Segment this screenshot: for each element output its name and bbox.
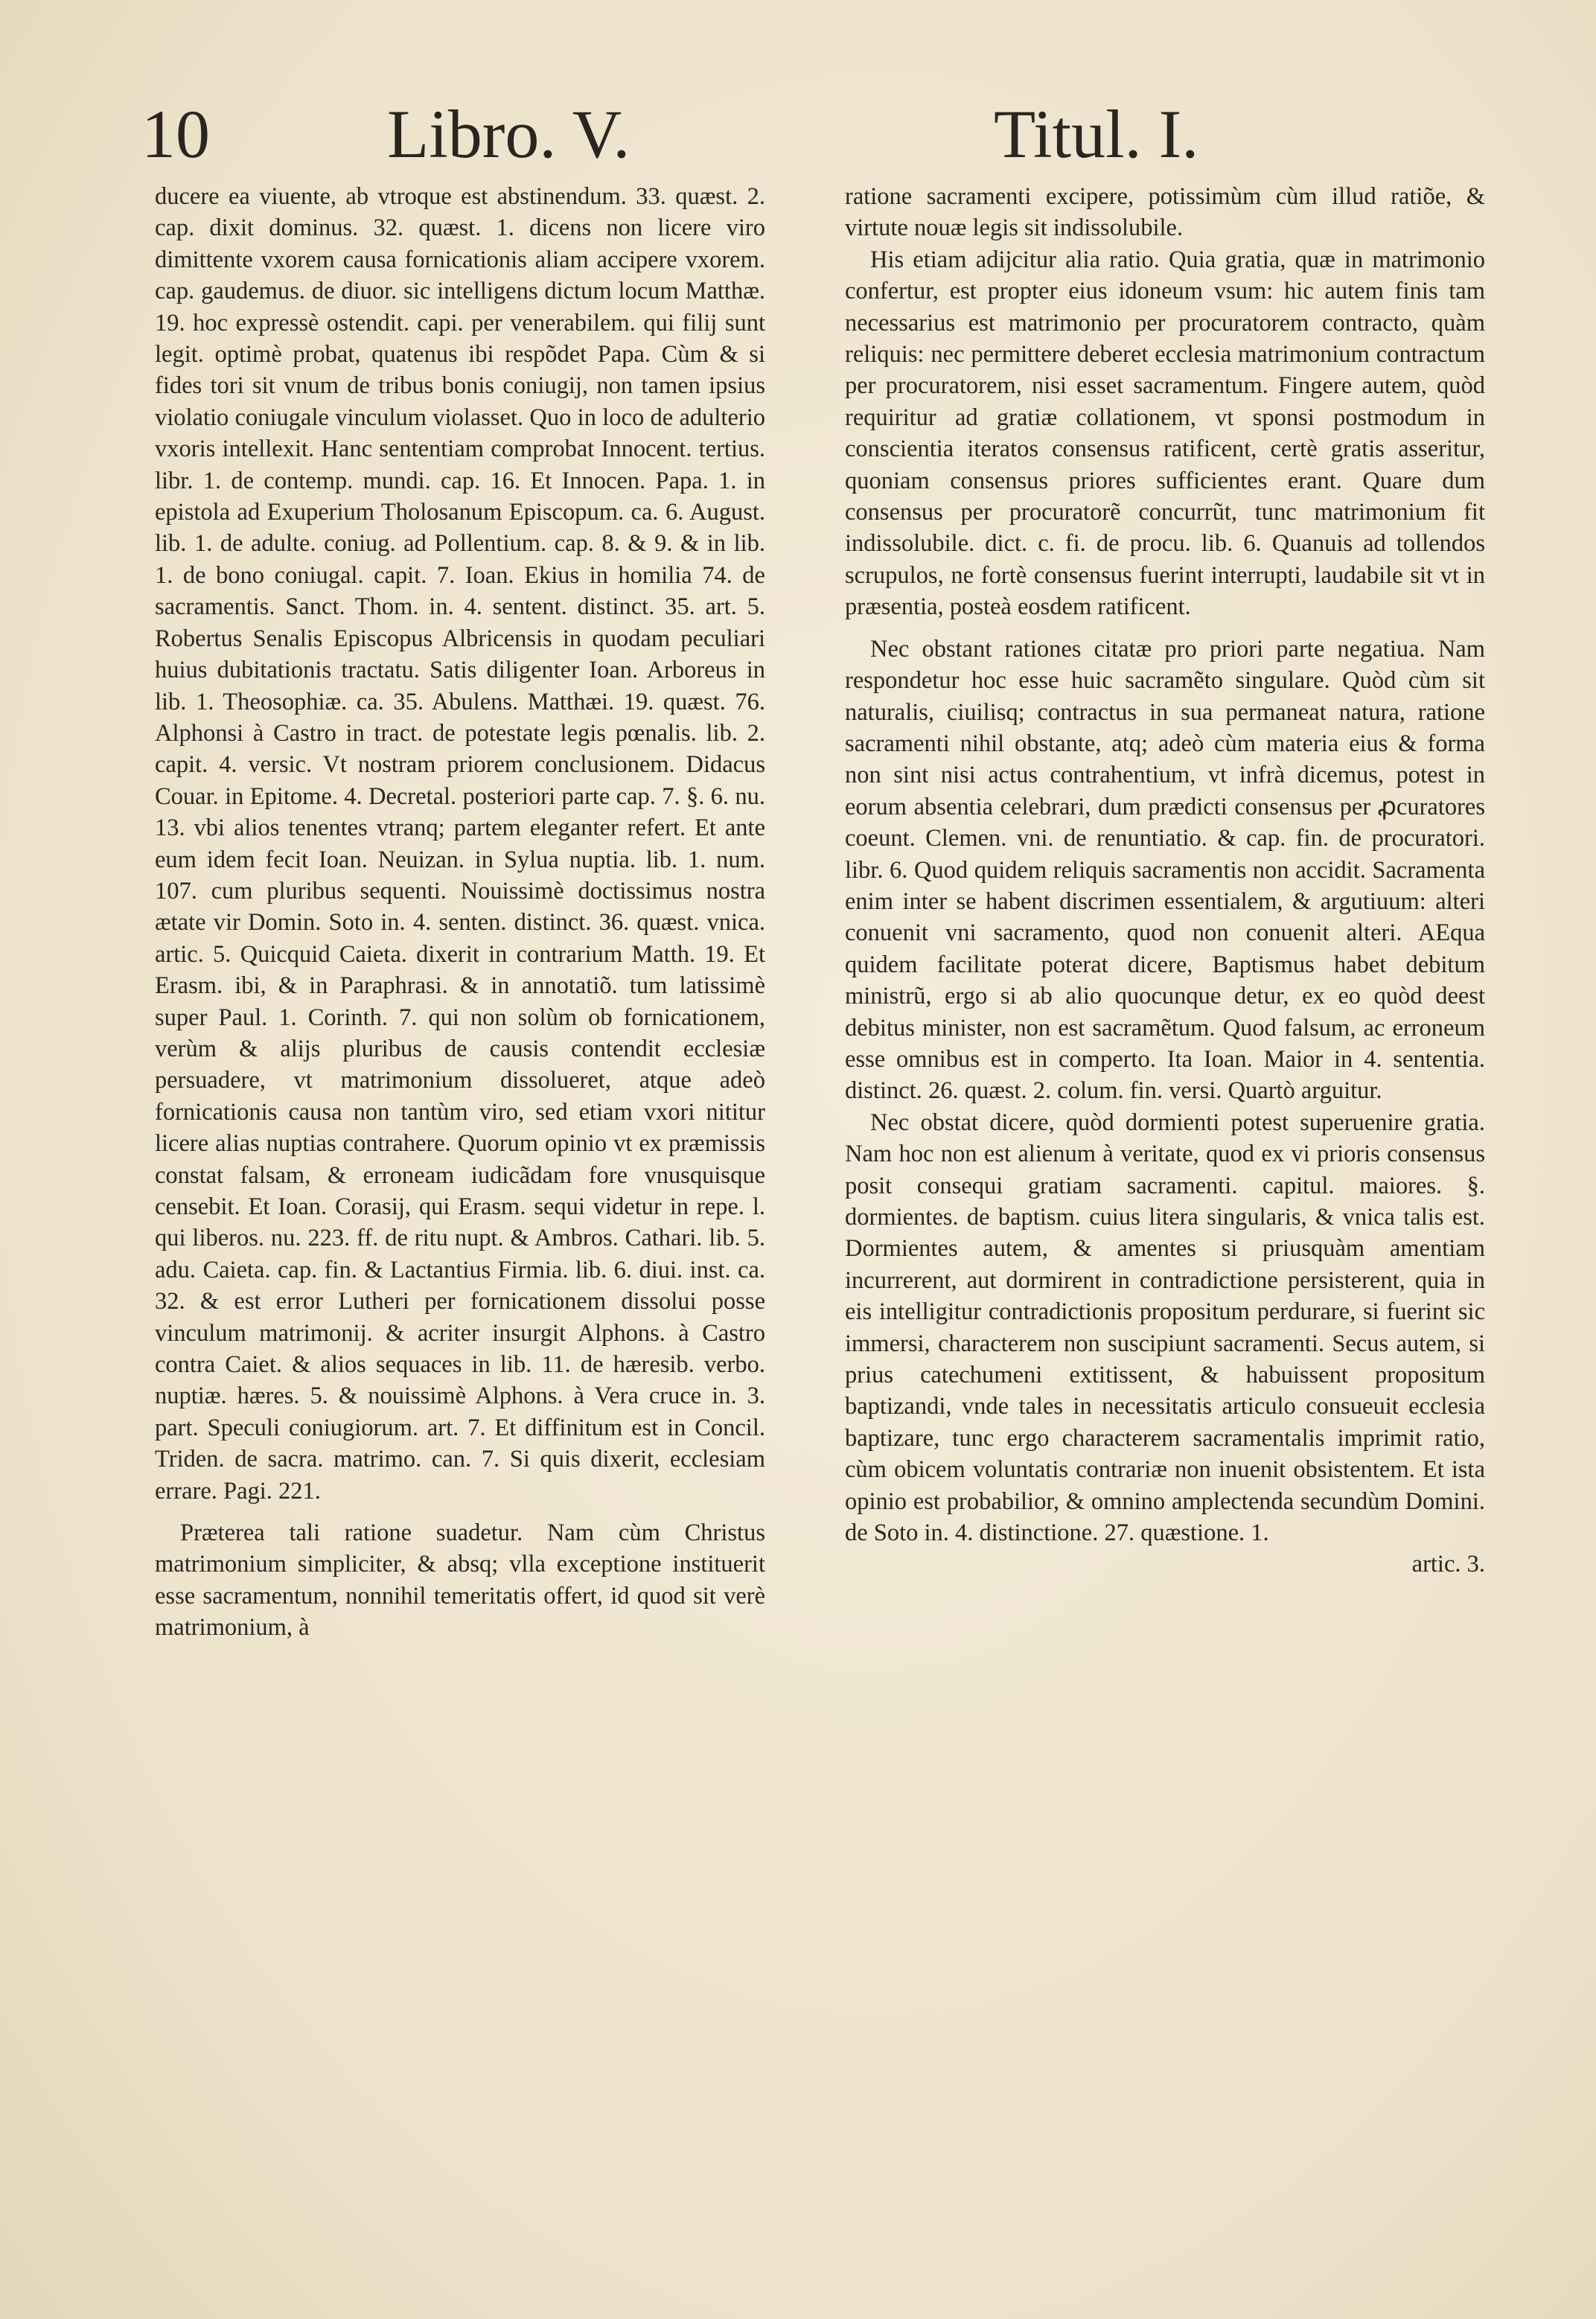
right-column [845, 181, 1485, 1580]
title-heading: Titul. I. [994, 96, 1199, 172]
paragraph: Nec obstat dicere, quòd dormienti potest superuenire gratia. Nam hoc non est alienum à veritate, quod ex vi prioris consensus posit consequi gratiam sacramenti. capitul. maiores. §. dormientes. de baptism. cuius litera singularis, & vnica talis est. Dormientes autem, & amentes si priusquàm amentiam incurrerent, aut dormirent in contradictione persisterent, quia in eis intelligitur contradictionis propositum perdurare, si fuerint sic immersi, characterem non suscipiunt sacramenti. Secus autem, si prius catechumeni extitissent, & habuissent propositum baptizandi, vnde tales in necessitatis articulo consueuit ecclesia baptizare, tunc ergo characterem sacramentalis imprimit ratio, cùm obicem voluntatis contrariæ non inuenit obsistentem. Et ista opinio est probabilior, & omnino amplectenda secundùm Domini. de Soto in. 4. distinctione. 27. quæstione. 1. [845, 1109, 1485, 1547]
book-heading: Libro. V. [387, 96, 631, 172]
paragraph: Præterea tali ratione suadetur. Nam cùm Christus matrimonium simpliciter, & absq; vlla exceptione instituerit esse sacramentum, nonnihil temeritatis offert, id quod sit verè matrimonium, à [155, 1519, 765, 1642]
paragraph: His etiam adijcitur alia ratio. Quia gratia, quæ in matrimonio confertur, est propter eius idoneum vsum: hic autem finis tam necessarius est matrimonio per procuratorem contracto, quàm reliquis: nec permittere deberet ecclesia matrimonium contractum per procuratorem, nisi esset sacramentum. Fingere autem, quòd requiritur ad gratiæ collationem, vt sponsi postmodum in conscientia iteratos consensus ratificent, certè gratis asseritur, quoniam consensus priores sufficientes erant. Quare dum consensus per procuratorẽ concurrũt, tunc matrimonium fit indissolubile. dict. c. fi. de procu. lib. 6. Quanuis ad tollendos scrupulos, ne fortè consensus fuerint interrupti, laudabile sit vt in præsentia, posteà eosdem ratificent. [845, 246, 1485, 621]
paragraph: ducere ea viuente, ab vtroque est abstinendum. 33. quæst. 2. cap. dixit dominus. 32. quæst. 1. dicens non licere viro dimittente vxorem causa fornicationis aliam accipere vxorem. cap. gaudemus. de diuor. sic intelligens dictum locum Matthæ. 19. hoc expressè ostendit. capi. per venerabilem. qui filij sunt legit. optimè probat, quatenus ibi respõdet Papa. Cùm & si fides tori sit vnum de tribus bonis coniugij, non tamen ipsius violatio coniugale vinculum violasset. Quo in loco de adulterio vxoris intellexit. Hanc sententiam comprobat Innocent. tertius. libr. 1. de contemp. mundi. cap. 16. Et Innocen. Papa. 1. in epistola ad Exuperium Tholosanum Episcopum. ca. 6. August. lib. 1. de adulte. coniug. ad Pollentium. cap. 8. & 9. & in lib. 1. de bono coniugal. capit. 7. Ioan. Ekius in homilia 74. de sacramentis. Sanct. Thom. in. 4. sentent. distinct. 35. art. 5. Robertus Senalis Episcopus Albricensis in quodam peculiari huius dubitationis tractatu. Satis diligenter Ioan. Arboreus in lib. 1. Theosophiæ. ca. 35. Abulens. Matthæi. 19. quæst. 76. Alphonsi à Castro in tract. de potestate legis pœnalis. lib. 2. capit. 4. versic. Vt nostram priorem conclusionem. Didacus Couar. in Epitome. 4. Decretal. posteriori parte cap. 7. §. 6. nu. 13. vbi alios tenentes vtranq; partem eleganter refert. Et ante eum idem fecit Ioan. Neuizan. in Sylua nuptia. lib. 1. num. 107. cum pluribus sequenti. Nouissimè doctissimus nostra ætate vir Domin. Soto in. 4. senten. distinct. 36. quæst. vnica. artic. 5. Quicquid Caieta. dixerit in contrarium Matth. 19. Et Erasm. ibi, & in Paraphrasi. & in annotatiõ. tum latissimè super Paul. 1. Corinth. 7. qui non solùm ob fornicationem, verùm & alijs pluribus de causis contendit ecclesiæ persuadere, vt matrimonium dissolueret, atque adeò fornicationis causa non tantùm viro, sed etiam vxori nititur licere alias nuptias contrahere. Quorum opinio vt ex præmissis constat falsam, & erroneam iudicãdam fore vnusquisque censebit. Et Ioan. Corasij, qui Erasm. sequi videtur in repe. l. qui liberos. nu. 223. ff. de ritu nupt. & Ambros. Cathari. lib. 5. adu. Caieta. cap. fin. & Lactantius Firmia. lib. 6. diui. inst. ca. 32. & est error Lutheri per fornicationem dissolui posse vinculum matrimonij. & acriter insurgit Alphons. à Castro contra Caiet. & alios sequaces in lib. 11. de hæresib. verbo. nuptiæ. hæres. 5. & nouissimè Alphons. à Vera cruce in. 3. part. Speculi coniugiorum. art. 7. Et diffinitum est in Concil. Triden. de sacra. matrimo. can. 7. Si quis dixerit, ecclesiam errare. Pagi. 221. [155, 183, 765, 1505]
paragraph: ratione sacramenti excipere, potissimùm cùm illud ratiõe, & virtute nouæ legis sit indissolubile. [845, 183, 1485, 242]
paragraph: Nec obstant rationes citatæ pro priori parte negatiua. Nam respondetur hoc esse huic sacramẽto singulare. Quòd cùm sit naturalis, ciuilisq; contractus in sua permaneat natura, ratione sacramenti nihil obstante, atq; adeò cùm materia eius & forma non sint nisi actus contrahentium, vt infrà dicemus, potest in eorum absentia celebrari, dum prædicti consensus per ꝓcuratores coeunt. Clemen. vni. de renuntiatio. & cap. fin. de procuratori. libr. 6. Quod quidem reliquis sacramentis non accidit. Sacramenta enim inter se habent discrimen essentialem, & argutiuum: alteri conuenit vni sacramento, quod non conuenit alteri. AEqua quidem facilitate poterat dicere, Baptismus habet debitum ministrũ, ergo si ab alio quocunque detur, ex eo quòd deest debitus minister, non est sacramẽtum. Quod falsum, ac erroneum esse omnibus est in comperto. Ita Ioan. Maior in 4. sententia. distinct. 26. quæst. 2. colum. fin. versi. Quartò arguitur. [845, 635, 1485, 1105]
left-column [155, 181, 765, 1644]
folio-number: 10 [141, 96, 210, 172]
catchword: artic. 3. [1411, 1551, 1485, 1578]
running-header [0, 93, 1596, 175]
